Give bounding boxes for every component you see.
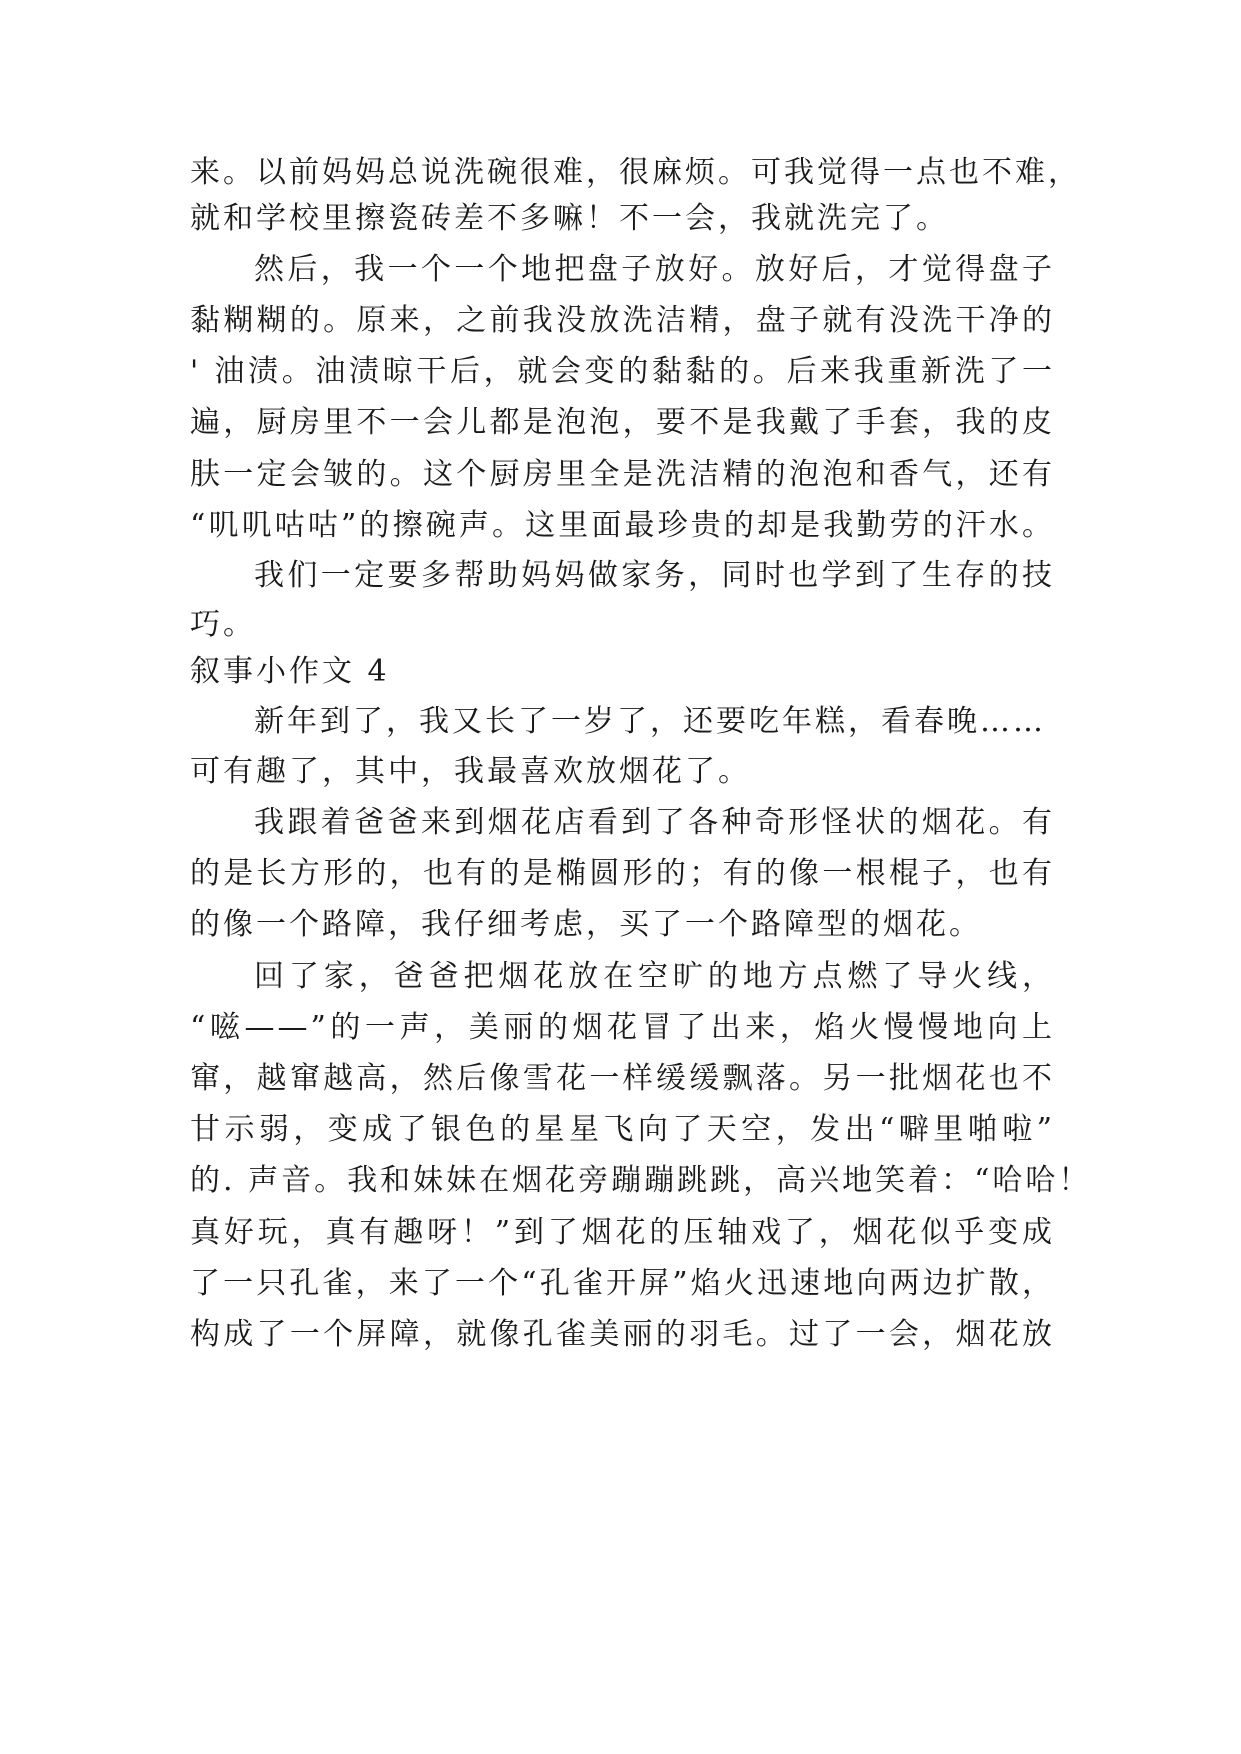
- text-line: 可有趣了，其中，我最喜欢放烟花了。: [190, 754, 751, 789]
- text-line: 就和学校里擦瓷砖差不多嘛！不一会，我就洗完了。: [190, 201, 949, 236]
- text-line: 的. 声音。我和妹妹在烟花旁蹦蹦跳跳，高兴地笑着：“哈哈！: [190, 1163, 1092, 1198]
- text-line: 真好玩，真有趣呀！”到了烟花的压轴戏了，烟花似乎变成: [190, 1215, 1055, 1250]
- section-heading: 叙事小作文 4: [190, 654, 390, 689]
- text-line: ' 油渍。油渍晾干后，就会变的黏黏的。后来我重新洗了一: [190, 354, 1055, 389]
- text-line: “嗞——”的一声，美丽的烟花冒了出来，焰火慢慢地向上: [190, 1010, 1055, 1045]
- text-line: “叽叽咕咕”的擦碗声。这里面最珍贵的却是我勤劳的汗水。: [190, 508, 1055, 543]
- text-line: 巧。: [190, 607, 256, 642]
- text-line: 黏糊糊的。原来，之前我没放洗洁精，盘子就有没洗干净的: [190, 303, 1055, 338]
- text-line: 的像一个路障，我仔细考虑，买了一个路障型的烟花。: [190, 907, 982, 942]
- text-line: 了一只孔雀，来了一个“孔雀开屏”焰火迅速地向两边扩散，: [190, 1266, 1055, 1301]
- text-line: 甘示弱，变成了银色的星星飞向了天空，发出“噼里啪啦”: [190, 1112, 1055, 1147]
- paragraph-start-line: 新年到了，我又长了一岁了，还要吃年糕，看春晚……: [254, 704, 1046, 739]
- text-line: 窜，越窜越高，然后像雪花一样缓缓飘落。另一批烟花也不: [190, 1061, 1055, 1096]
- text-line: 的是长方形的，也有的是椭圆形的；有的像一根棍子，也有: [190, 856, 1055, 891]
- text-line: 遍，厨房里不一会儿都是泡泡，要不是我戴了手套，我的皮: [190, 405, 1055, 440]
- paragraph-start-line: 然后，我一个一个地把盘子放好。放好后，才觉得盘子: [254, 252, 1055, 287]
- paragraph-start-line: 回了家，爸爸把烟花放在空旷的地方点燃了导火线，: [254, 959, 1055, 994]
- paragraph-start-line: 我跟着爸爸来到烟花店看到了各种奇形怪状的烟花。有: [254, 805, 1055, 840]
- text-line: 肤一定会皱的。这个厨房里全是洗洁精的泡泡和香气，还有: [190, 457, 1055, 492]
- text-line: 构成了一个屏障，就像孔雀美丽的羽毛。过了一会，烟花放: [190, 1317, 1055, 1352]
- paragraph-start-line: 我们一定要多帮助妈妈做家务，同时也学到了生存的技: [254, 558, 1055, 593]
- text-line: 来。以前妈妈总说洗碗很难，很麻烦。可我觉得一点也不难，: [190, 155, 1081, 190]
